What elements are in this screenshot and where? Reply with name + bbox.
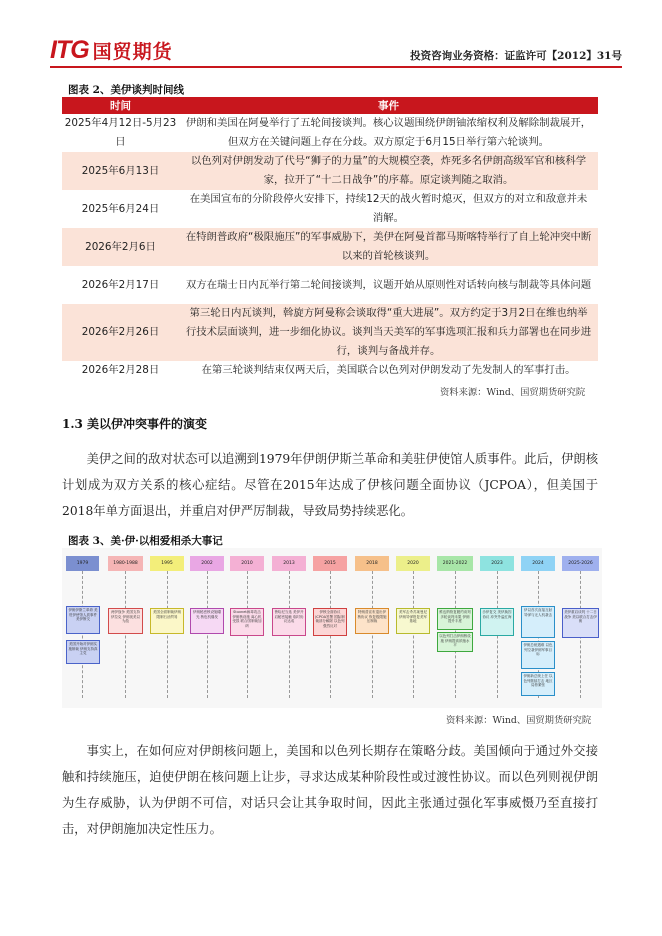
timeline-year-1995: 1995	[150, 556, 184, 571]
timeline-year-2021-2022: 2021-2022	[437, 556, 473, 571]
row-date: 2026年2月6日	[62, 228, 179, 266]
table-row	[62, 266, 598, 304]
event-box-2022: 以色列打击伊朗核设施 伊朗提高浓缩水平	[437, 632, 473, 652]
event-box-2024-c: 伊朗新总统上任 以色列继续打击 地区局势紧张	[521, 672, 555, 696]
row-date: 2026年2月17日	[81, 278, 160, 291]
timeline-year-2025-2026: 2025-2026	[562, 556, 599, 571]
timeline-year-1980-1988: 1980-1988	[108, 556, 143, 571]
event-box-2023: 沙伊复交 美伊换囚协议 冲突外溢红海	[480, 608, 514, 636]
timeline-guide-line	[207, 571, 208, 698]
timeline-guide-line	[372, 571, 373, 698]
header-divider	[50, 66, 622, 68]
row-event: 在第三轮谈判结束仅两天后，美国联合以色列对伊朗发动了先发制人的军事打击。	[201, 364, 576, 376]
row-event: 在特朗普政府“极限施压”的军事威胁下，美伊在阿曼首都马斯喀特举行了自上轮冲突中断以来的首轮核谈判。	[179, 228, 598, 266]
timeline-guide-line	[82, 571, 83, 698]
event-box-2010: Stuxnet病毒攻击伊朗核设施 离心机受损 联合国制裁加码	[230, 608, 264, 636]
row-event: 伊朗和美国在阿曼举行了五轮间接谈判。核心议题围绕伊朗铀浓缩权利及解除制裁展开，但双方在关键问题上存在分歧。双方原定于6月15日举行第六轮谈判。	[185, 117, 592, 148]
event-box-2020: 美军击杀苏莱曼尼 伊朗导弹报复美军基地	[396, 608, 430, 634]
event-box-2013: 鲁哈尼当选 美伊开启秘密接触 临时协议达成	[272, 608, 306, 636]
timeline-year-2024: 2024	[521, 556, 555, 571]
logo-chinese-name: 国贸期货	[92, 41, 173, 63]
column-header-event: 事件	[179, 97, 598, 114]
figure3-title: 图表 3、美·伊·以相爱相杀大事记	[68, 535, 223, 547]
row-date: 2026年2月28日	[81, 364, 160, 376]
table-row	[62, 190, 598, 228]
event-box-2021: 维也纳恢复履约谈判 多轮谈判未果 伊朗提升丰度	[437, 608, 473, 630]
company-logo	[50, 36, 173, 65]
section-heading: 1.3 美以伊冲突事件的演变	[62, 417, 208, 431]
event-box-1995: 美国全面制裁伊朗 限制石油贸易	[150, 608, 184, 634]
timeline-guide-line	[167, 571, 168, 698]
timeline-guide-line	[413, 571, 414, 698]
page-header	[50, 34, 622, 66]
row-event: 以色列对伊朗发动了代号“狮子的力量”的大规模空袭，炸死多名伊朗高级军官和核科学家，拉开了“十二日战争”的序幕。原定谈判随之取消。	[179, 152, 598, 190]
event-box-2024-a: 伊以首次直接互射 导弹与无人机袭击	[521, 606, 555, 638]
table-row	[62, 114, 598, 152]
row-date: 2026年2月26日	[62, 304, 179, 361]
row-date: 2025年4月12日-5月23日	[64, 117, 177, 148]
row-event: 第三轮日内瓦谈判，斡旋方阿曼称会谈取得“重大进展”。双方约定于3月2日在维也纳举行技术层面谈判，进一步细化协议。谈判当天美军的军事选项汇报和兵力部署也在同步进行，谈判与备战并存。	[179, 304, 598, 361]
row-event: 双方在瑞士日内瓦举行第二轮间接谈判，议题开始从原则性对话转向核与制裁等具体问题	[185, 278, 592, 291]
event-box-2002: 伊朗秘密核设施曝光 核危机爆发	[190, 608, 224, 634]
table-row	[62, 228, 598, 266]
timeline-year-2023: 2023	[480, 556, 514, 571]
column-header-time: 时间	[62, 97, 179, 114]
event-box-2015: 伊核全面协议JCPOA签署 国际制裁部分解除 以色列强烈反对	[313, 608, 347, 636]
timeline-year-2013: 2013	[272, 556, 306, 571]
event-box-2018: 特朗普宣布退出伊核协议 恢复极限施压制裁	[355, 608, 389, 634]
event-box-1979-b: 美国开始对伊朗实施制裁 伊朗支持真主党	[66, 640, 100, 664]
table-row	[62, 361, 598, 380]
events-timeline-graphic	[62, 548, 602, 708]
event-box-1980: 两伊战争 美国支持伊拉克 伊朗视美以为敌	[108, 608, 143, 634]
timeline-guide-line	[125, 571, 126, 698]
figure2-source: 资料来源：Wind、国贸期货研究院	[440, 387, 586, 398]
paragraph-history: 美伊之间的敌对状态可以追溯到1979年伊朗伊斯兰革命和美驻伊使馆人质事件。此后，伊朗核计划成为双方关系的核心症结。尽管在2015年达成了伊核问题全面协议（JCPOA），但美国于2018年单方面退出，并重启对伊严厉制裁，导致局势持续恶化。	[62, 452, 598, 518]
table-header-row	[62, 97, 598, 114]
paragraph-strategy: 事实上，在如何应对伊朗核问题上，美国和以色列长期存在策略分歧。美国倾向于通过外交接触和持续施压，迫使伊朗在核问题上让步，寻求达成某种阶段性或过渡性协议。而以色列则视伊朗为生存威胁，认为伊朗不可信，对话只会让其争取时间，因此主张通过强化军事威慑乃至直接打击，对伊朗施加决定性压力。	[62, 744, 598, 836]
table-row	[62, 304, 598, 361]
row-date: 2025年6月13日	[62, 152, 179, 190]
timeline-year-2018: 2018	[355, 556, 389, 571]
table-row	[62, 152, 598, 190]
row-date: 2025年6月24日	[81, 202, 160, 215]
negotiation-timeline-table	[62, 97, 598, 380]
qualification-license: 投资咨询业务资格：证监许可【2012】31号	[410, 50, 622, 62]
event-box-1979-a: 伊朗伊斯兰革命 美驻伊使馆人质事件 美伊断交	[66, 606, 100, 634]
logo-itg: ITG	[50, 36, 89, 64]
figure2-title: 图表 2、美伊谈判时间线	[68, 84, 184, 96]
timeline-year-2010: 2010	[230, 556, 264, 571]
timeline-year-1979: 1979	[66, 556, 99, 571]
row-event: 在美国宣布的分阶段停火安排下，持续12天的战火暂时熄灭，但双方的对立和敌意并未消解。	[189, 193, 588, 224]
timeline-year-2020: 2020	[396, 556, 430, 571]
event-box-2024-b: 伊朗总统遇难 以色列空袭伊朗军事目标	[521, 641, 555, 669]
timeline-year-2015: 2015	[313, 556, 347, 571]
timeline-year-2002: 2002	[190, 556, 224, 571]
figure3-source: 资料来源：Wind、国贸期货研究院	[446, 715, 592, 726]
event-box-2025: 美伊重启谈判 十二日战争 美以联合打击伊朗	[562, 608, 599, 638]
